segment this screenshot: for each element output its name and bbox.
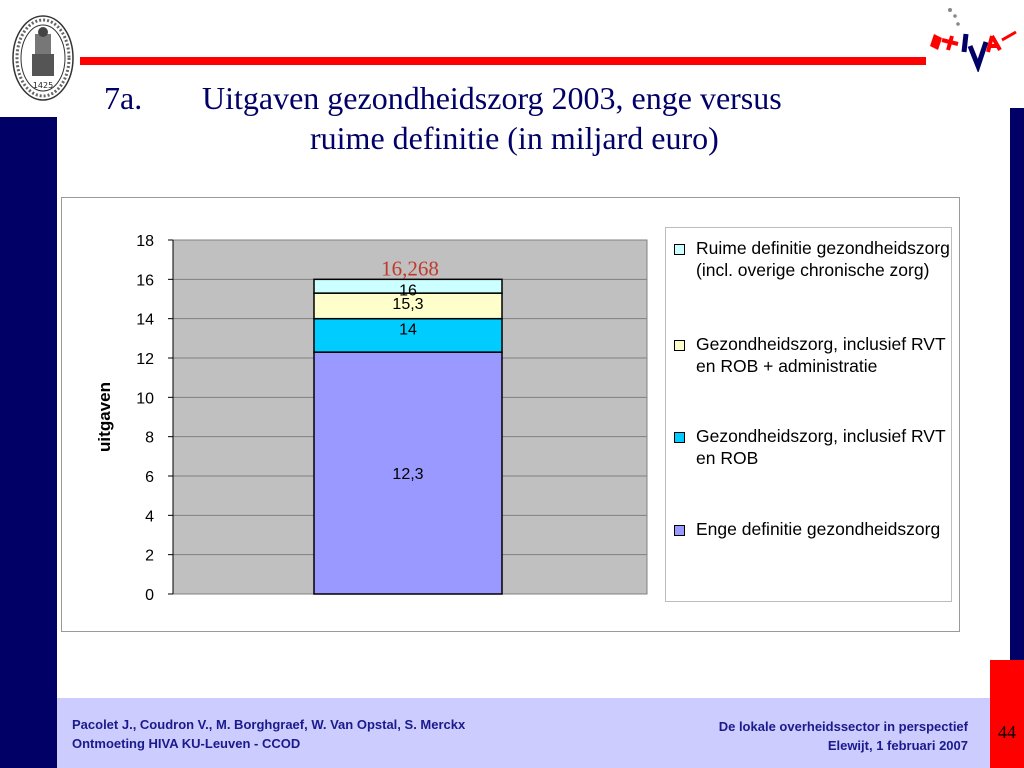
right-navy-band xyxy=(1010,108,1024,660)
y-tick-label: 12 xyxy=(136,351,154,368)
data-label: 15,3 xyxy=(392,296,424,314)
legend-swatch xyxy=(674,340,685,351)
title-line-2: ruime definitie (in miljard euro) xyxy=(310,120,719,156)
data-label: 16 xyxy=(399,282,417,300)
footer-authors-block xyxy=(72,715,465,753)
logo-year: 1425 xyxy=(32,81,54,90)
y-tick-label: 2 xyxy=(145,547,154,565)
legend-label: Gezondheidszorg, inclusief RVT en ROB xyxy=(696,426,946,468)
legend-swatch xyxy=(674,244,685,255)
legend-label: Gezondheidszorg, inclusief RVT en ROB + administratie xyxy=(696,334,946,376)
y-tick-label: 16 xyxy=(136,272,154,290)
legend-label: Ruime definitie gezondheidszorg (incl. overige chronische zorg) xyxy=(696,238,950,280)
ku-leuven-seal-icon xyxy=(10,12,76,104)
footer-place-date: Elewijt, 1 februari 2007 xyxy=(827,738,968,753)
left-navy-band xyxy=(0,117,57,768)
y-tick-label: 14 xyxy=(136,311,154,329)
annotation-label: 16,268 xyxy=(381,256,439,281)
page-number-box xyxy=(990,660,1024,768)
chart-legend xyxy=(665,227,952,602)
slide-number-label: 7a. xyxy=(104,80,143,116)
hiva-logo-icon xyxy=(928,2,1020,72)
title-line-1: Uitgaven gezondheidszorg 2003, enge versus xyxy=(202,80,782,116)
y-tick-label: 18 xyxy=(136,233,154,250)
y-axis-title: uitgaven xyxy=(95,382,114,452)
legend-swatch xyxy=(674,525,685,536)
legend-swatch xyxy=(674,432,685,443)
y-tick-label: 4 xyxy=(145,508,154,526)
legend-label: Enge definitie gezondheidszorg xyxy=(696,519,941,539)
footer-event-block xyxy=(719,717,968,755)
footer-meeting: Ontmoeting HIVA KU-Leuven - CCOD xyxy=(72,736,301,751)
footer-event: De lokale overheidssector in perspectief xyxy=(718,719,968,734)
y-tick-label: 8 xyxy=(145,429,154,447)
page-number: 44 xyxy=(998,722,1016,742)
footer-authors: Pacolet J., Coudron V., M. Borghgraef, W. Van Opstal, S. Merckx xyxy=(72,717,466,732)
y-tick-label: 10 xyxy=(136,390,154,408)
data-label: 14 xyxy=(399,321,417,339)
y-tick-label: 0 xyxy=(145,587,154,604)
y-tick-label: 6 xyxy=(145,469,154,486)
data-label: 12,3 xyxy=(392,466,424,484)
header-red-line xyxy=(80,57,926,65)
